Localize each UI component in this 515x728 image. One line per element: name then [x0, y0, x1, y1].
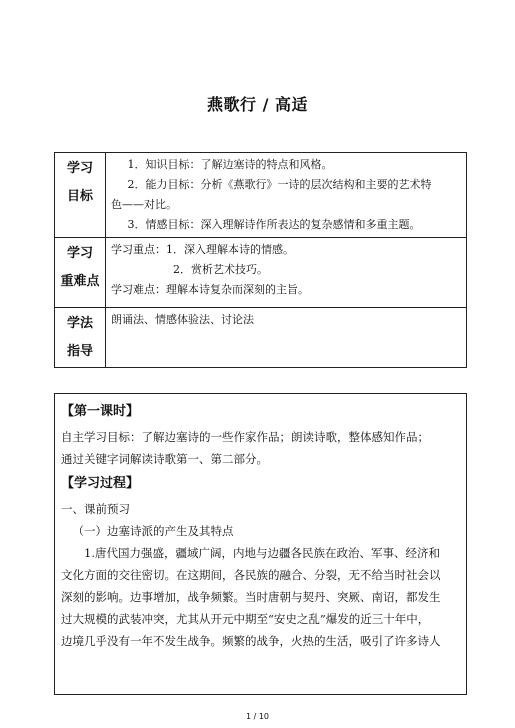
key-point-line: 学习难点：理解本诗复杂而深刻的主旨。	[111, 283, 309, 296]
key-point-line: 学习重点：1．深入理解本诗的情感。	[111, 243, 294, 256]
row-content-key-points	[106, 238, 467, 308]
label-text: 目标	[66, 189, 93, 204]
label-text: 学习	[66, 246, 93, 261]
process-heading: 【学习过程】	[61, 476, 140, 491]
row-label-methods	[55, 308, 106, 368]
key-point-line: 2．赏析艺术技巧。	[173, 263, 268, 276]
body-line: 深刻的影响。边事增加，战争频繁。当时唐朝与契丹、突厥、南诏，都发生	[61, 590, 441, 604]
row-label-key-points	[55, 238, 106, 308]
body-line: 文化方面的交往密切。在这期间，各民族的融合、分裂，无不给当时社会以	[61, 568, 441, 582]
table-row	[55, 153, 467, 238]
paragraph-line: 通过关键字词解读诗歌第一、第二部分。	[61, 452, 268, 466]
section-heading: 一、课前预习	[61, 502, 130, 516]
table-row	[55, 308, 467, 368]
body-line: 1.唐代国力强盛，疆域广阔，内地与边疆各民族在政治、军事、经济和	[84, 546, 440, 560]
method-line: 朗诵法、情感体验法、讨论法	[111, 313, 254, 326]
row-label-objectives	[55, 153, 106, 238]
label-text: 指导	[66, 344, 93, 359]
label-text: 重难点	[60, 274, 100, 289]
objective-line: 色——对比。	[111, 198, 177, 211]
document-title: 燕歌行 / 高适	[207, 95, 308, 114]
study-info-table	[54, 152, 467, 368]
objective-line: 3．情感目标：深入理解诗作所表达的复杂感情和多重主题。	[127, 218, 421, 231]
subsection-heading: （一）边塞诗派的产生及其特点	[72, 524, 234, 538]
row-content-objectives	[106, 153, 467, 238]
body-line: 边境几乎没有一年不发生战争。频繁的战争，火热的生活，吸引了许多诗人	[61, 634, 441, 648]
paragraph-line: 自主学习目标：了解边塞诗的一些作家作品；朗读诗歌，整体感知作品；	[61, 430, 429, 444]
objective-line: 1．知识目标：了解边塞诗的特点和风格。	[127, 158, 333, 171]
lesson-heading: 【第一课时】	[61, 404, 140, 419]
objective-line: 2．能力目标：分析《燕歌行》一诗的层次结构和主要的艺术特	[127, 178, 432, 191]
label-text: 学习	[66, 161, 93, 176]
table-row	[55, 238, 467, 308]
lesson-box	[54, 393, 467, 695]
row-content-methods	[106, 308, 467, 368]
body-line: 过大规模的武装冲突，尤其从开元中期至“安史之乱”爆发的近三十年中，	[61, 612, 430, 626]
label-text: 学法	[66, 316, 93, 331]
page-number: 1 / 10	[245, 712, 270, 721]
